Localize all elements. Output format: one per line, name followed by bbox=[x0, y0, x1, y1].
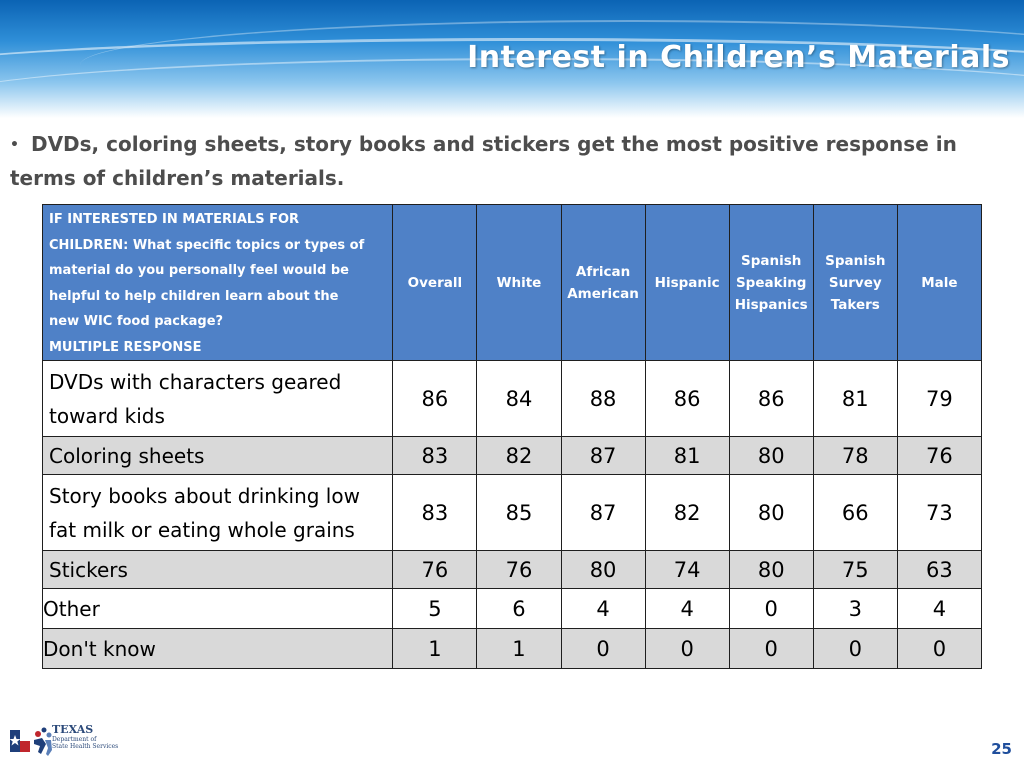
logo-line2: Department of bbox=[52, 736, 97, 743]
cell-value: 0 bbox=[729, 629, 813, 669]
cell-value: 76 bbox=[393, 551, 477, 589]
cell-value: 80 bbox=[729, 437, 813, 475]
bullet-icon: • bbox=[10, 137, 19, 153]
row-label: DVDs with characters geared toward kids bbox=[43, 361, 393, 437]
cell-value: 76 bbox=[477, 551, 561, 589]
cell-value: 75 bbox=[813, 551, 897, 589]
table-row bbox=[43, 589, 982, 629]
question-header: IF INTERESTED IN MATERIALS FOR CHILDREN: What specific topics or types of material do you personally feel would be helpful to help children learn about the new WIC food package? MULTIPLE RESPONSE bbox=[43, 205, 393, 361]
cell-value: 84 bbox=[477, 361, 561, 437]
cell-value: 63 bbox=[897, 551, 981, 589]
table-header-row bbox=[43, 205, 982, 361]
cell-value: 82 bbox=[645, 475, 729, 551]
cell-value: 80 bbox=[729, 551, 813, 589]
column-header-white: White bbox=[477, 205, 561, 361]
cell-value: 1 bbox=[393, 629, 477, 669]
column-header-spanish-speaking-hispanics: Spanish Speaking Hispanics bbox=[729, 205, 813, 361]
row-label: Coloring sheets bbox=[43, 437, 393, 475]
row-label: Story books about drinking low fat milk or eating whole grains bbox=[43, 475, 393, 551]
cell-value: 73 bbox=[897, 475, 981, 551]
cell-value: 83 bbox=[393, 475, 477, 551]
row-label: Other bbox=[43, 589, 393, 629]
column-header-overall: Overall bbox=[393, 205, 477, 361]
bullet-point bbox=[10, 128, 1000, 195]
table-row bbox=[43, 361, 982, 437]
column-header-african-american: African American bbox=[561, 205, 645, 361]
cell-value: 0 bbox=[645, 629, 729, 669]
table-row bbox=[43, 475, 982, 551]
cell-value: 76 bbox=[897, 437, 981, 475]
cell-value: 1 bbox=[477, 629, 561, 669]
cell-value: 86 bbox=[729, 361, 813, 437]
logo-text bbox=[52, 724, 118, 750]
column-header-spanish-survey-takers: Spanish Survey Takers bbox=[813, 205, 897, 361]
logo-name: TEXAS bbox=[52, 723, 94, 736]
cell-value: 66 bbox=[813, 475, 897, 551]
row-label: Don't know bbox=[43, 629, 393, 669]
cell-value: 81 bbox=[813, 361, 897, 437]
cell-value: 87 bbox=[561, 437, 645, 475]
cell-value: 0 bbox=[813, 629, 897, 669]
bullet-text: DVDs, coloring sheets, story books and stickers get the most positive response in terms of children’s materials. bbox=[10, 132, 957, 190]
cell-value: 4 bbox=[645, 589, 729, 629]
cell-value: 79 bbox=[897, 361, 981, 437]
cell-value: 3 bbox=[813, 589, 897, 629]
slide-title: Interest in Children’s Materials bbox=[467, 40, 1010, 75]
page-number: 25 bbox=[991, 740, 1012, 758]
table-row bbox=[43, 437, 982, 475]
cell-value: 5 bbox=[393, 589, 477, 629]
column-header-hispanic: Hispanic bbox=[645, 205, 729, 361]
cell-value: 4 bbox=[897, 589, 981, 629]
cell-value: 6 bbox=[477, 589, 561, 629]
cell-value: 80 bbox=[561, 551, 645, 589]
cell-value: 87 bbox=[561, 475, 645, 551]
column-header-male: Male bbox=[897, 205, 981, 361]
cell-value: 88 bbox=[561, 361, 645, 437]
cell-value: 78 bbox=[813, 437, 897, 475]
cell-value: 4 bbox=[561, 589, 645, 629]
cell-value: 80 bbox=[729, 475, 813, 551]
cell-value: 85 bbox=[477, 475, 561, 551]
cell-value: 81 bbox=[645, 437, 729, 475]
survey-table bbox=[42, 204, 982, 669]
cell-value: 0 bbox=[729, 589, 813, 629]
cell-value: 0 bbox=[561, 629, 645, 669]
cell-value: 83 bbox=[393, 437, 477, 475]
cell-value: 86 bbox=[393, 361, 477, 437]
cell-value: 86 bbox=[645, 361, 729, 437]
logo-line3: State Health Services bbox=[52, 743, 119, 750]
table-row bbox=[43, 551, 982, 589]
cell-value: 82 bbox=[477, 437, 561, 475]
cell-value: 74 bbox=[645, 551, 729, 589]
row-label: Stickers bbox=[43, 551, 393, 589]
cell-value: 0 bbox=[897, 629, 981, 669]
table-row bbox=[43, 629, 982, 669]
